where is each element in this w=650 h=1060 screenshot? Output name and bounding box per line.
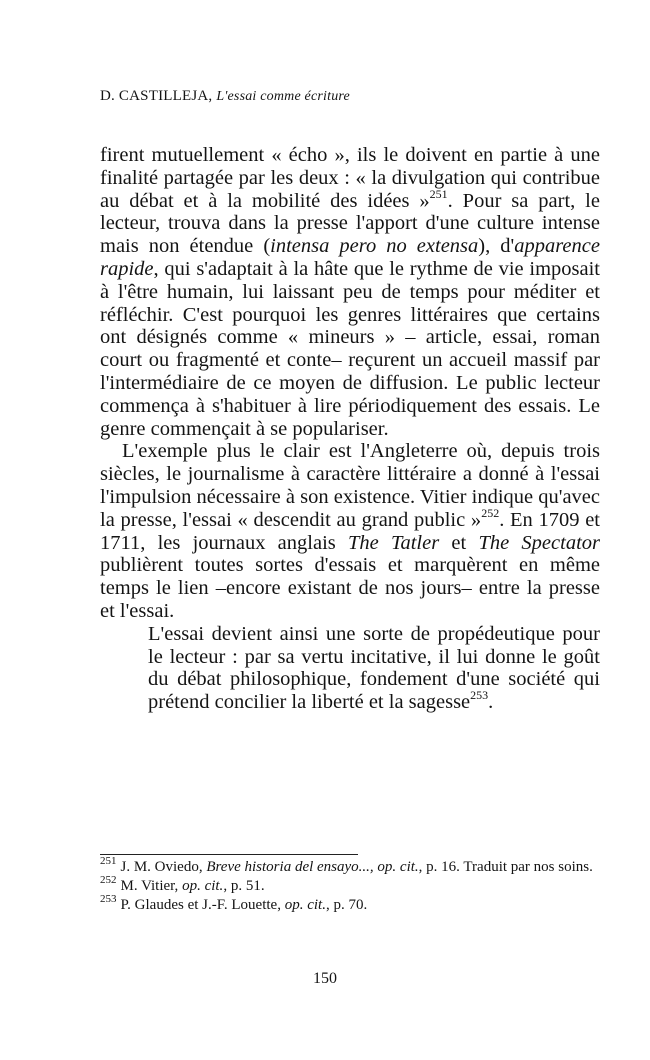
footnote-251 — [100, 855, 600, 877]
footnote-text: , p. 16. Traduit par nos soins. — [418, 859, 593, 875]
italic-phrase: intensa pero no extensa — [270, 235, 479, 258]
footnote-italic: op. cit. — [284, 897, 326, 913]
footnote-text: P. Glaudes et J.-F. Louette, — [120, 897, 285, 913]
footnote-text: J. M. Oviedo, — [120, 859, 207, 875]
footnote-text: M. Vitier, — [120, 878, 183, 894]
text-run: . — [488, 691, 494, 714]
footnote-number: 252 — [100, 874, 117, 886]
paragraph-1 — [100, 144, 600, 440]
text-run: L'essai devient ainsi une sorte de propédeutique pour le lecteur : par sa vertu incitative, il lui donne le goût du débat philosophique, fondement d'une société qui prétend concilier la liberté et la sagesse — [148, 622, 600, 714]
running-header — [100, 88, 350, 105]
footnote-divider — [100, 854, 358, 855]
text-run: . En 1709 et 1711, les journaux anglais — [100, 508, 600, 554]
journal-title: The Spectator — [478, 531, 600, 554]
footnote-252 — [100, 874, 600, 896]
paragraph-2 — [100, 440, 600, 622]
header-title: L'essai comme écriture — [216, 89, 350, 104]
header-author: D. CASTILLEJA, — [100, 88, 217, 104]
footnote-ref-251: 251 — [429, 186, 448, 201]
footnote-number: 253 — [100, 893, 117, 905]
footnote-ref-252: 252 — [481, 505, 500, 520]
footnote-number: 251 — [100, 855, 117, 867]
footnote-text: , p. 70. — [325, 897, 368, 913]
text-run: publièrent toutes sortes d'essais et marquèrent en même temps le lien –encore existant de nos jours– entre la presse et l'essai. — [100, 554, 600, 622]
main-text — [100, 144, 600, 714]
footnote-text: , p. 51. — [223, 878, 265, 894]
footnote-ref-253: 253 — [470, 688, 489, 703]
text-run: et — [439, 531, 479, 554]
page-number: 150 — [313, 970, 337, 987]
italic-phrase: apparence rapide — [100, 235, 600, 280]
text-run: firent mutuellement « écho », ils le doivent en partie à une finalité partagée par les deux : « la divulgation qui contribue au débat et à la mobilité des idées » — [100, 144, 600, 212]
footnote-italic: Breve historia del ensayo..., op. cit. — [206, 859, 419, 875]
text-run: . Pour sa part, le lecteur, trouva dans la presse l'apport d'une culture intense mais non étendue ( — [100, 189, 600, 258]
journal-title: The Tatler — [347, 531, 440, 554]
footnote-italic: op. cit. — [182, 878, 224, 894]
footnotes — [100, 855, 600, 915]
text-run: ), d' — [478, 235, 515, 258]
footnote-253 — [100, 893, 600, 915]
text-run: , qui s'adaptait à la hâte que le rythme de vie imposait à l'être humain, lui laissant peu de temps pour méditer et réfléchir. C'est pourquoi les genres littéraires que certains ont désignés comme « mineurs » – article, essai, roman court ou fragmenté et conte– reçurent un accueil massif par l'intermédiaire de ce moyen de diffusion. Le public lecteur commença à s'habituer à lire périodiquement des essais. Le genre commençait à se populariser. — [100, 257, 600, 440]
text-run: L'exemple plus le clair est l'Angleterre où, depuis trois siècles, le journalisme à caractère littéraire a donné à l'essai l'impulsion nécessaire à son existence. Vitier indique qu'avec la presse, l'essai « descendit au grand public » — [100, 440, 600, 531]
block-quote — [148, 623, 600, 714]
